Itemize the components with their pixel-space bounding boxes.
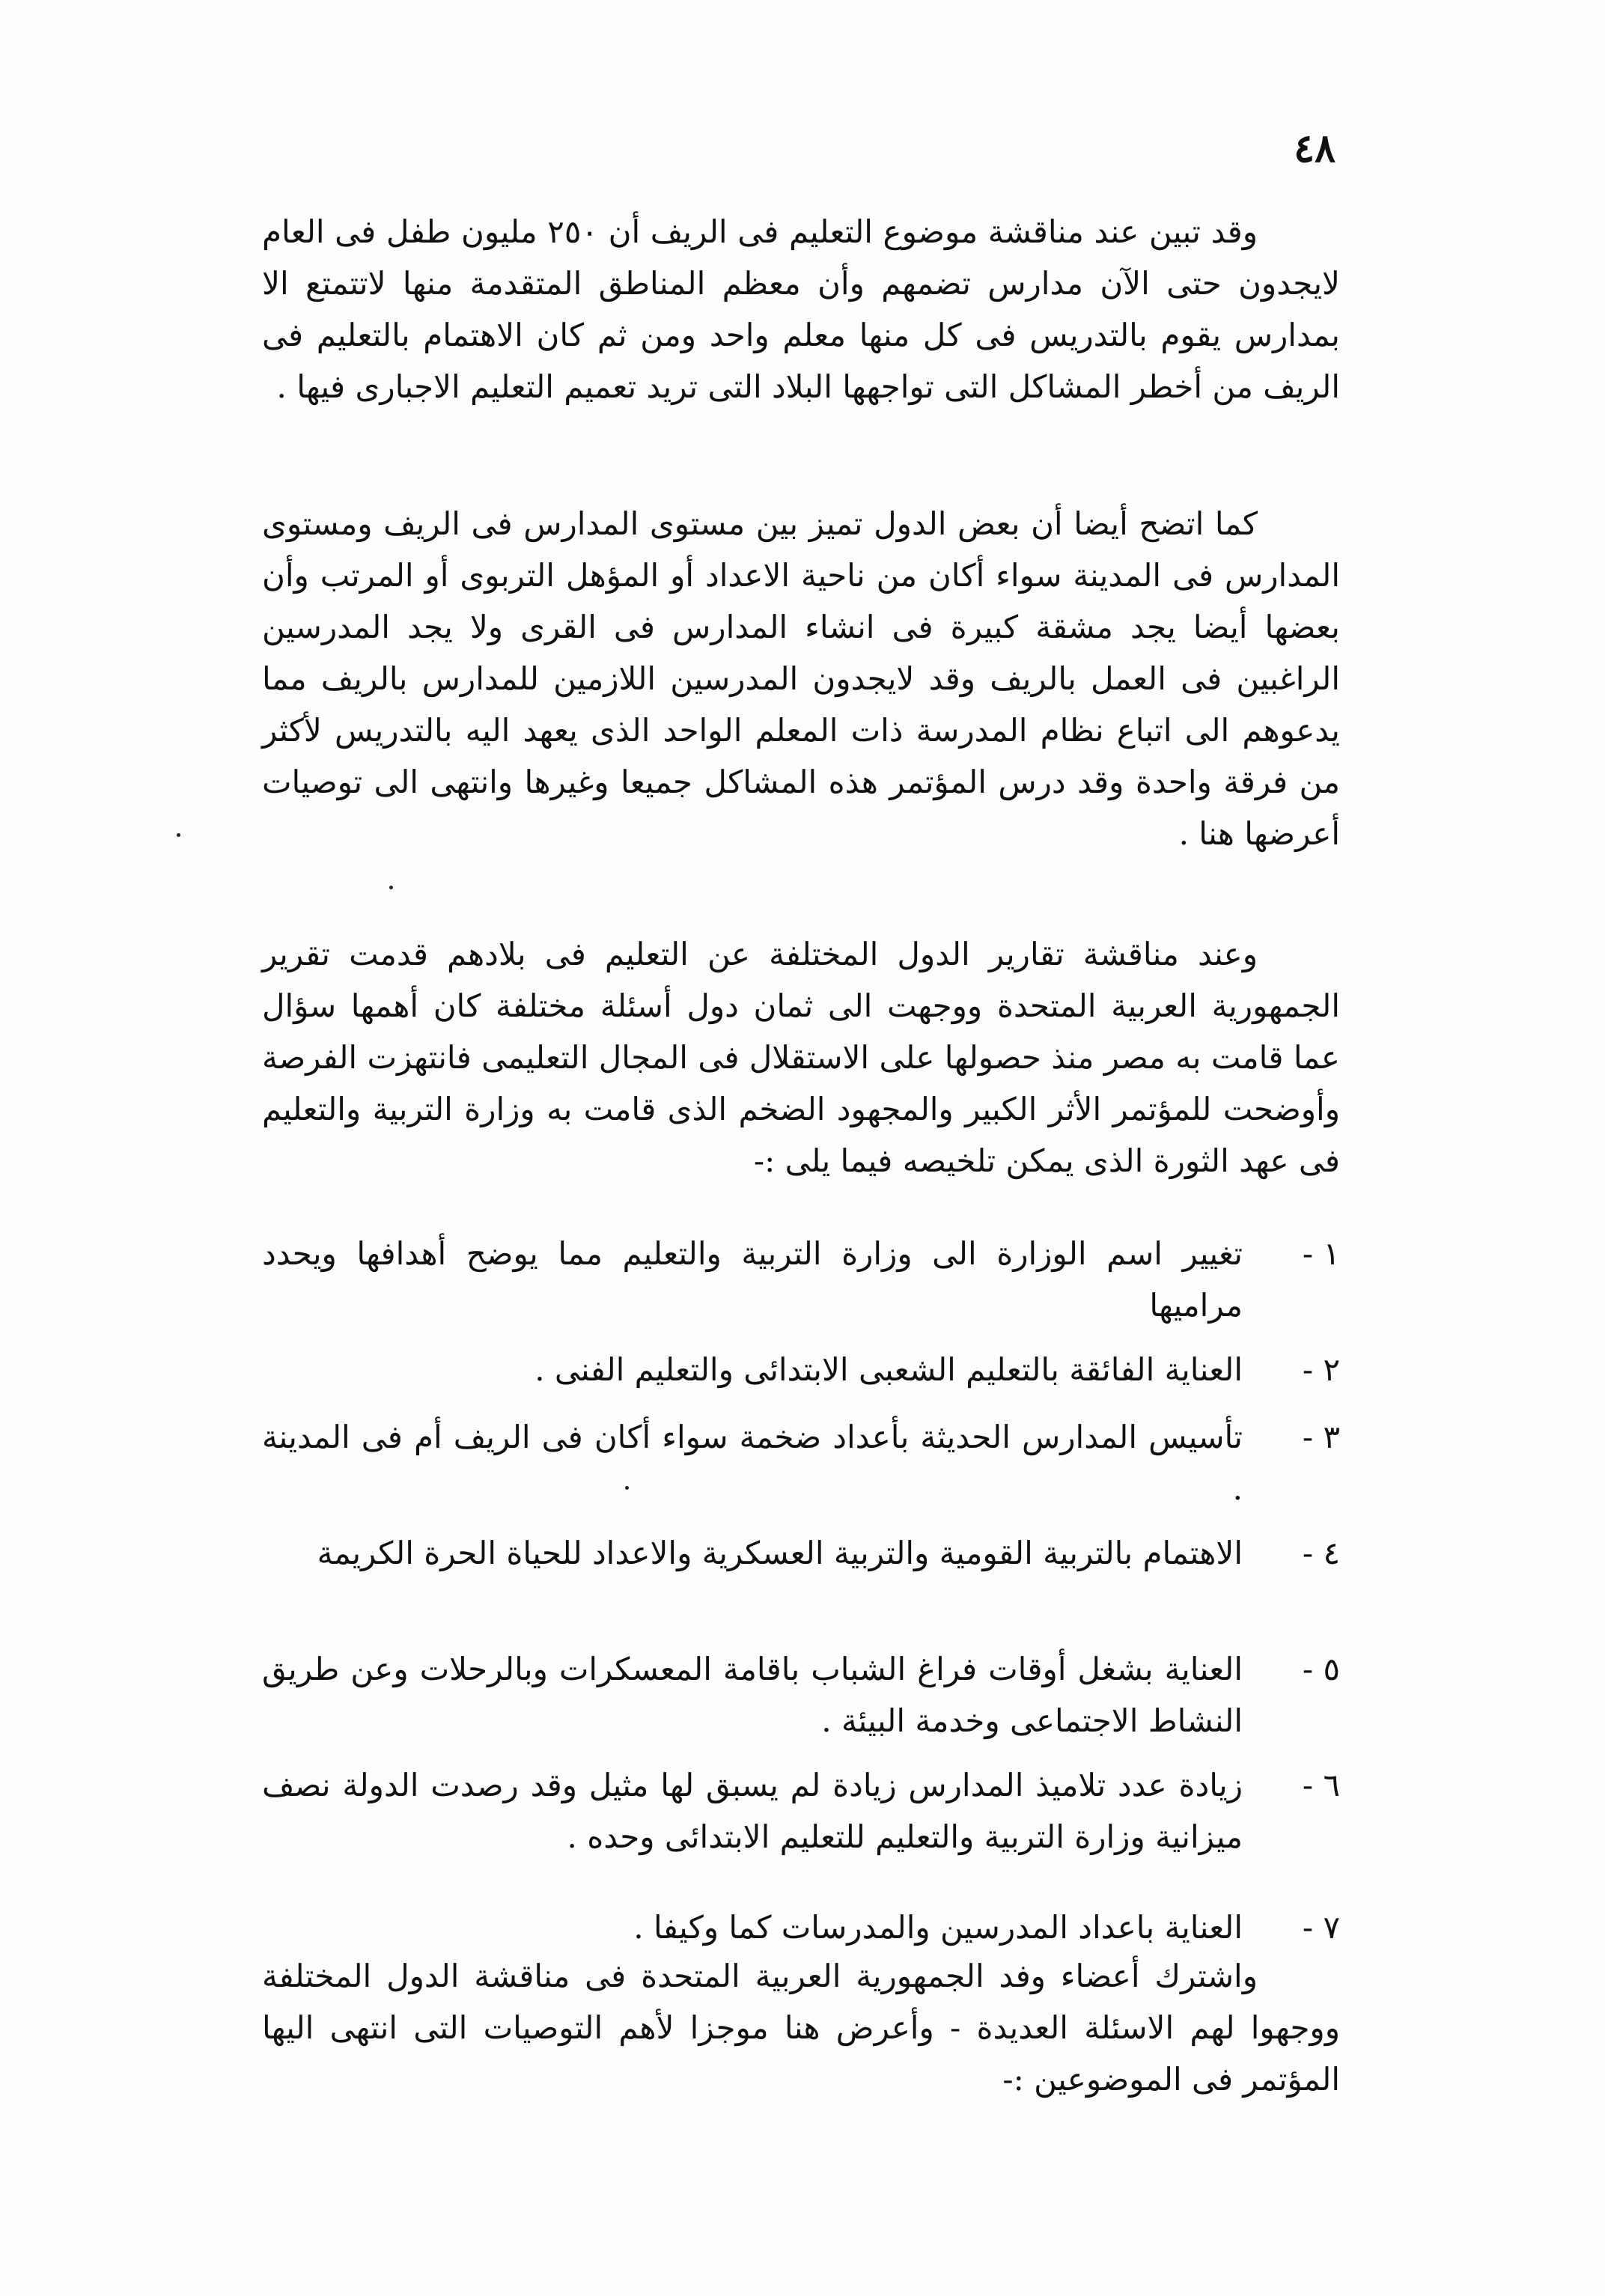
scan-speck	[177, 833, 180, 837]
list-item	[262, 1527, 1340, 1579]
list-item-number: ١ -	[1302, 1235, 1340, 1272]
list-item	[262, 1901, 1340, 1953]
list-item-number: ٣ -	[1302, 1419, 1340, 1455]
list-item-text: زيادة عدد تلاميذ المدارس زيادة لم يسبق لها مثيل وقد رصدت الدولة نصف ميزانية وزارة التربية والتعليم للتعليم الابتدائى وحده .	[262, 1767, 1243, 1855]
list-item-text: تأسيس المدارس الحديثة بأعداد ضخمة سواء أكان فى الريف أم فى المدينة .	[262, 1419, 1243, 1507]
list-item-text: العناية باعداد المدرسين والمدرسات كما وكيفا .	[633, 1909, 1243, 1946]
list-item-number: ٦ -	[1302, 1767, 1340, 1803]
list-item-text: العناية الفائقة بالتعليم الشعبى الابتدائى والتعليم الفنى .	[535, 1351, 1243, 1388]
scan-speck	[389, 886, 393, 889]
list-item	[262, 1759, 1340, 1863]
list-item	[262, 1643, 1340, 1747]
list-item	[262, 1344, 1340, 1395]
paragraph-country-reports: وعند مناقشة تقارير الدول المختلفة عن التعليم فى بلادهم قدمت تقرير الجمهورية العربية المتحدة ووجهت الى ثمان دول أسئلة مختلفة كان أهمها سؤال عما قامت به مصر منذ حصولها على الاستقلال فى المجال التعليمى فانتهزت الفرصة وأوضحت للمؤتمر الأثر الكبير والمجهود الضخم الذى قامت به وزارة التربية والتعليم فى عهد الثورة الذى يمكن تلخيصه فيما يلى :-	[262, 936, 1340, 1179]
list-item-text: الاهتمام بالتربية القومية والتربية العسكرية والاعداد للحياة الحرة الكريمة	[317, 1535, 1243, 1571]
list-item-number: ٥ -	[1302, 1651, 1340, 1687]
list-item-number: ٤ -	[1302, 1535, 1340, 1571]
paragraph-rural-urban-gap: كما اتضح أيضا أن بعض الدول تميز بين مستوى المدارس فى الريف ومستوى المدارس فى المدينة سواء أكان من ناحية الاعداد أو المؤهل التربوى أو المرتب وأن بعضها أيضا يجد مشقة كبيرة فى انشاء المدارس فى القرى ولا يجد المدرسين الراغبين فى العمل بالريف وقد لايجدون المدرسين اللازمين للمدارس بالريف مما يدعوهم الى اتباع نظام المدرسة ذات المعلم الواحد الذى يعهد اليه بالتدريس لأكثر من فرقة واحدة وقد درس المؤتمر هذه المشاكل جميعا وغيرها وانتهى الى توصيات أعرضها هنا .	[262, 505, 1340, 852]
paragraph-rural-education: وقد تبين عند مناقشة موضوع التعليم فى الريف أن ٢٥٠ مليون طفل فى العام لايجدون حتى الآن مدارس تضمهم وأن معظم المناطق المتقدمة منها لاتتمتع الا بمدارس يقوم بالتدريس فى كل منها معلم واحد ومن ثم كان الاهتمام بالتعليم فى الريف من أخطر المشاكل التى تواجهها البلاد التى تريد تعميم التعليم الاجبارى فيها .	[262, 213, 1340, 405]
list-item	[262, 1411, 1340, 1514]
page-number: ٤٨	[1294, 126, 1336, 171]
list-item	[262, 1228, 1340, 1331]
scan-speck	[625, 1486, 629, 1490]
list-item-text: تغيير اسم الوزارة الى وزارة التربية والتعليم مما يوضح أهدافها ويحدد مراميها	[262, 1235, 1243, 1324]
list-item-number: ٧ -	[1302, 1909, 1340, 1946]
list-item-text: العناية بشغل أوقات فراغ الشباب باقامة المعسكرات وبالرحلات وعن طريق النشاط الاجتماعى وخدمة البيئة .	[262, 1651, 1243, 1739]
paragraph-delegation-participation: واشترك أعضاء وفد الجمهورية العربية المتحدة فى مناقشة الدول المختلفة ووجهوا لهم الاسئلة العديدة - وأعرض هنا موجزا لأهم التوصيات التى انتهى اليها المؤتمر فى الموضوعين :-	[262, 1958, 1340, 2098]
list-item-number: ٢ -	[1302, 1351, 1340, 1388]
